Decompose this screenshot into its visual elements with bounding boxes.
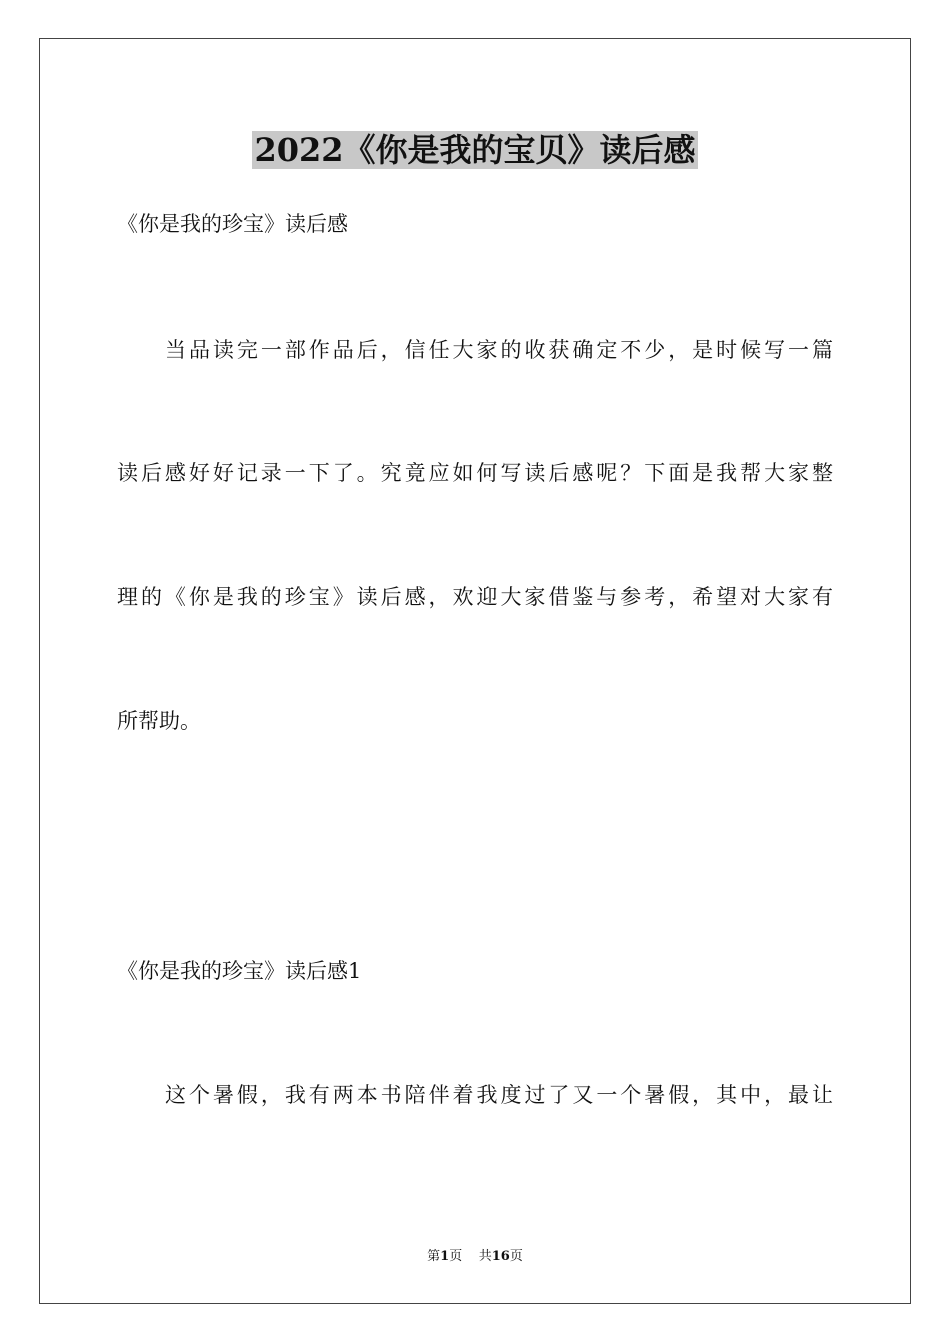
- document-title-text: 2022《你是我的宝贝》读后感: [254, 131, 696, 169]
- document-title: [0, 128, 950, 172]
- intro-paragraph-line-4: 所帮助。: [117, 709, 201, 733]
- intro-paragraph-line-3: 理的《你是我的珍宝》读后感，欢迎大家借鉴与参考，希望对大家有: [117, 585, 833, 609]
- section-1-paragraph-line-1: 这个暑假，我有两本书陪伴着我度过了又一个暑假，其中，最让: [165, 1083, 833, 1107]
- footer-page-total: 16: [491, 1249, 510, 1264]
- footer-total-prefix: 共: [478, 1249, 492, 1264]
- page-footer: [0, 1248, 950, 1266]
- intro-paragraph-line-2: 读后感好好记录一下了。究竟应如何写读后感呢？下面是我帮大家整: [117, 461, 833, 485]
- footer-page-current: 1: [440, 1249, 450, 1264]
- document-subtitle: 《你是我的珍宝》读后感: [117, 212, 348, 236]
- footer-page-prefix: 第: [427, 1249, 441, 1264]
- footer-total-unit: 页: [509, 1249, 523, 1264]
- intro-paragraph-line-1: 当品读完一部作品后，信任大家的收获确定不少，是时候写一篇: [165, 338, 833, 362]
- footer-page-unit: 页: [449, 1249, 463, 1264]
- section-1-heading: 《你是我的珍宝》读后感1: [117, 959, 362, 983]
